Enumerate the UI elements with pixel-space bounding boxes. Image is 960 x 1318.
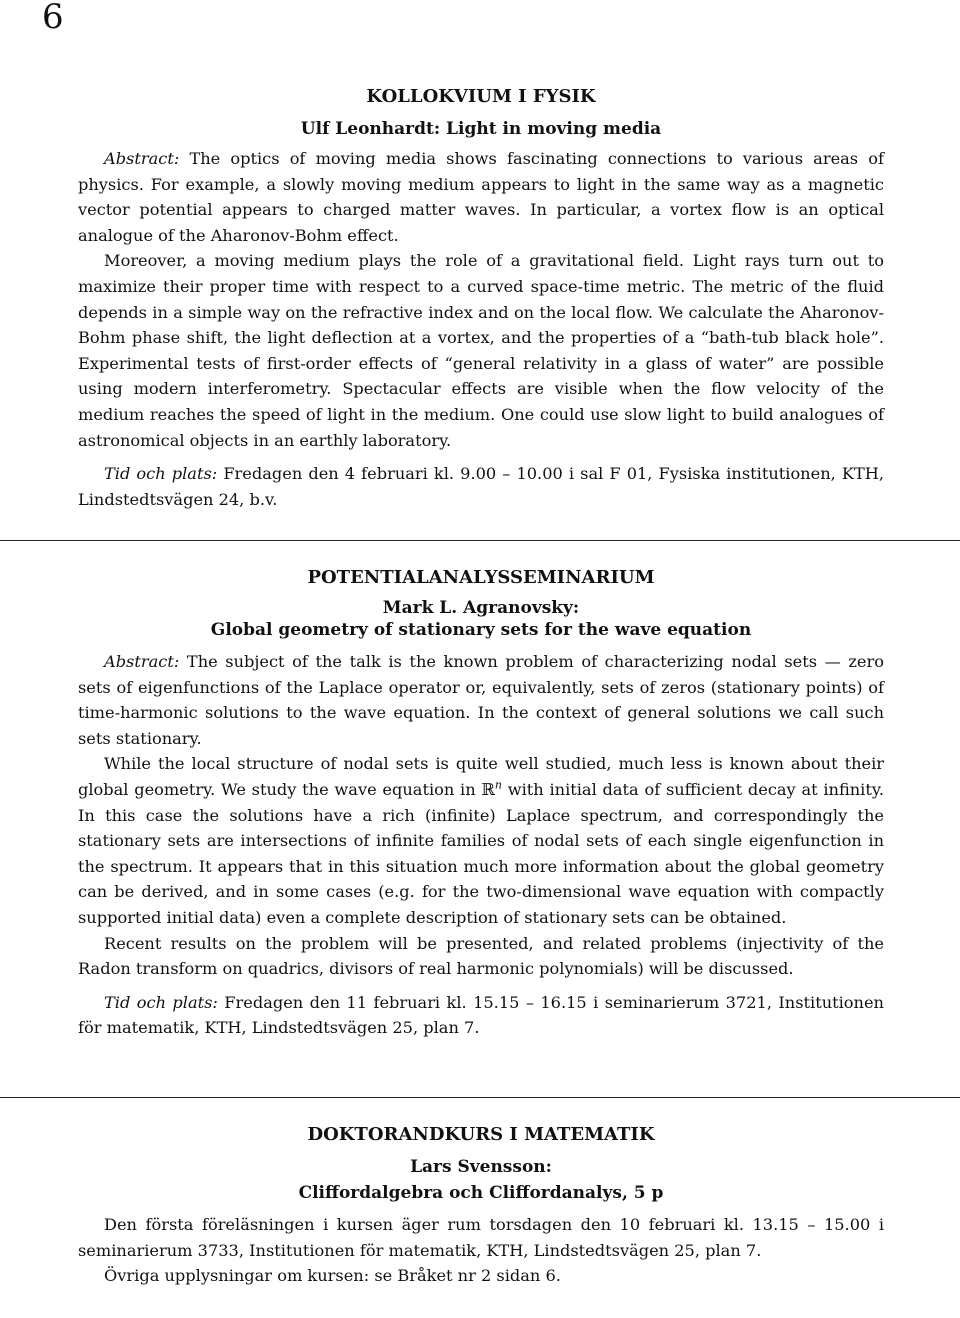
abstract-paragraph <box>78 146 884 248</box>
abstract-text-b: with initial data of sufficient decay at infinity. In this case the solutions have a rich (infinite) Laplace spectrum, and correspondingly the stationary sets are intersections of infinite families of nodal sets of each single eigenfunction in the spectrum. It appears that in this situation much more information about the global geometry can be derived, and in some cases (e.g. for the two-dimensional wave equation with compactly supported initial data) even a complete description of stationary sets can be obtained. <box>78 779 885 927</box>
speaker-name: Mark L. Agranovsky: <box>382 598 580 618</box>
course-paragraph-2: Övriga upplysningar om kursen: se Bråket nr 2 sidan 6. <box>104 1266 561 1286</box>
time-place <box>78 990 884 1041</box>
abstract-paragraph-2 <box>78 751 884 930</box>
section-heading: KOLLOKVIUM I FYSIK <box>366 86 596 107</box>
abstract-label: Abstract: <box>104 149 180 168</box>
section-heading: POTENTIALANALYSSEMINARIUM <box>307 567 655 588</box>
doktorand-section <box>78 1124 884 1289</box>
speaker-name: Lars Svensson: <box>410 1157 552 1177</box>
abstract-text-a: While the local structure of nodal sets is quite well studied, much less is known about their global geometry. We study the wave equation in ℝ <box>78 754 884 799</box>
abstract-text: The optics of moving media shows fascinating connections to various areas of physics. For example, a slowly moving medium appears to light in the same way as a magnetic vector potential appears to charged matter waves. In particular, a vortex flow is an optical analogue of the Aharonov-Bohm effect. <box>78 149 884 245</box>
abstract-label: Abstract: <box>104 652 180 671</box>
time-place <box>78 461 884 512</box>
course-paragraph: Den första föreläsningen i kursen äger rum torsdagen den 10 februari kl. 13.15 – 15.00 i seminarierum 3733, Institutionen för matematik, KTH, Lindstedtsvägen 25, plan 7. <box>78 1215 884 1260</box>
abstract-paragraph <box>78 649 884 751</box>
kollokvium-section <box>78 86 884 512</box>
section-heading: DOKTORANDKURS I MATEMATIK <box>307 1124 655 1145</box>
potential-section <box>78 567 884 1041</box>
time-place-text: Fredagen den 11 februari kl. 15.15 – 16.15 i seminarierum 3721, Institutionen för matematik, KTH, Lindstedtsvägen 25, plan 7. <box>78 992 884 1038</box>
talk-title: Ulf Leonhardt: Light in moving media <box>300 119 662 139</box>
abstract-text: The subject of the talk is the known problem of characterizing nodal sets — zero sets of eigenfunctions of the Laplace operator or, equivalently, sets of zeros (stationary points) of time-harmonic solutions to the wave equation. In the context of general solutions we call such sets stationary. <box>78 652 884 748</box>
time-place-label: Tid och plats: <box>104 992 218 1012</box>
abstract-paragraph-3: Recent results on the problem will be presented, and related problems (injectivity of the Radon transform on quadrics, divisors of real harmonic polynomials) will be discussed. <box>78 933 884 979</box>
divider <box>0 540 960 541</box>
course-title: Cliffordalgebra och Cliffordanalys, 5 p <box>298 1183 664 1203</box>
superscript: n <box>494 778 502 792</box>
time-place-label: Tid och plats: <box>104 464 218 484</box>
page-number: 6 <box>42 0 64 37</box>
divider <box>0 1097 960 1098</box>
talk-title: Global geometry of stationary sets for the wave equation <box>210 620 752 640</box>
time-place-text: Fredagen den 4 februari kl. 9.00 – 10.00 i sal F 01, Fysiska institutionen, KTH, Lindstedtsvägen 24, b.v. <box>78 464 885 509</box>
abstract-paragraph-2: Moreover, a moving medium plays the role of a gravitational field. Light rays turn out to maximize their proper time with respect to a curved space-time metric. The metric of the fluid depends in a simple way on the refractive index and on the local flow. We calculate the Aharonov-Bohm phase shift, the light deflection at a vortex, and the properties of a “bath-tub black hole”. Experimental tests of first-order effects of “general relativity in a glass of water” are possible using modern interferometry. Spectacular effects are visible when the flow velocity of the medium reaches the speed of light in the medium. One could use slow light to build analogues of astronomical objects in an earthly laboratory. <box>78 251 884 450</box>
